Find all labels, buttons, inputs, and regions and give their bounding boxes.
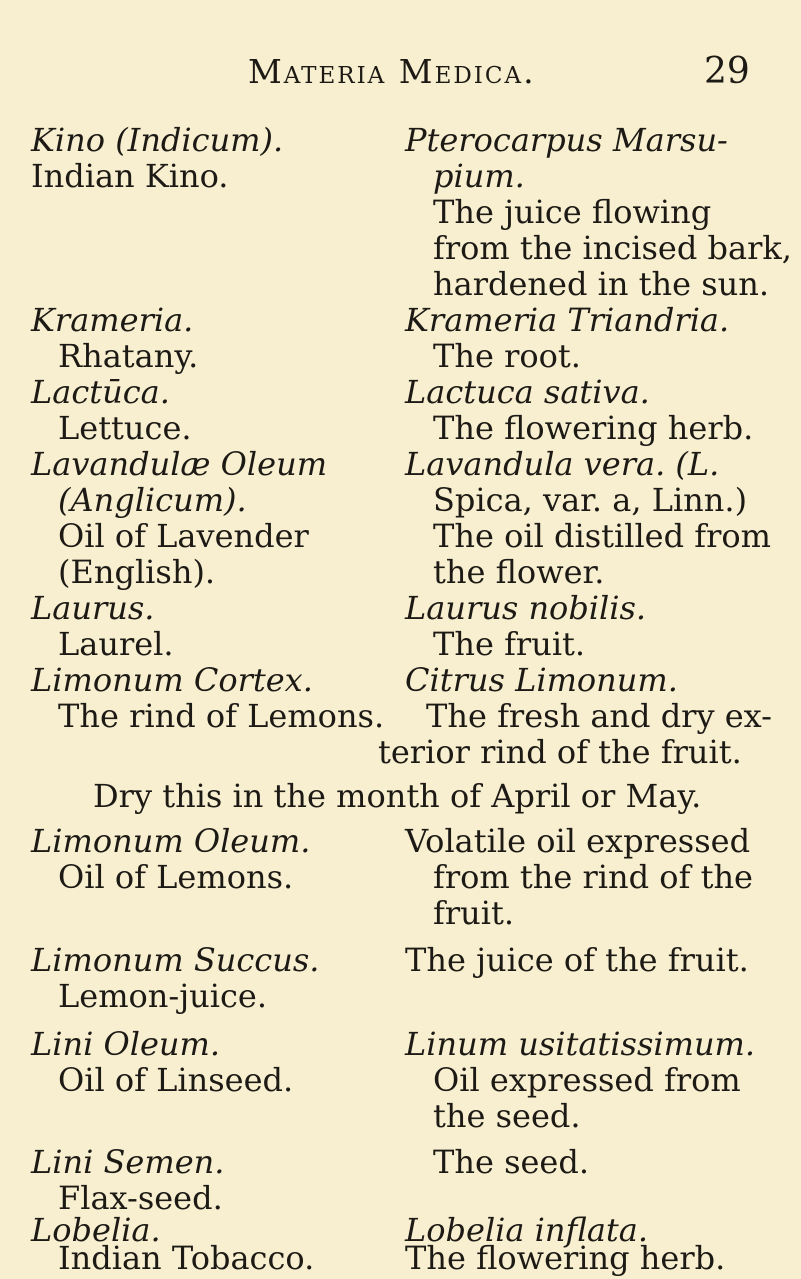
entry-common-name: Rhatany. [58,337,199,375]
entry-description: the flower. [433,553,605,591]
entry-term: Lobelia. [31,1211,161,1249]
entry-term: Limonum Succus. [31,941,320,979]
entry-description: The flowering herb. [405,1239,726,1277]
page-number: 29 [704,51,750,92]
entry-common-name: (English). [58,553,216,591]
entry-common-name: Laurel. [58,625,174,663]
entry-common-name: Indian Kino. [31,157,229,195]
entry-source: pium. [433,157,525,195]
entry-term: Limonum Oleum. [31,822,311,860]
entry-description: The seed. [433,1143,590,1181]
entry-common-name: Oil of Lavender [58,517,309,555]
entry-description: fruit. [433,894,515,932]
entry-common-name: Lettuce. [58,409,192,447]
entry-term: (Anglicum). [58,481,247,519]
entry-common-name: Oil of Linseed. [58,1061,294,1099]
entry-common-name: The rind of Lemons. [58,697,385,735]
entry-description: The flowering herb. [433,409,754,447]
entry-term: Lini Oleum. [31,1025,221,1063]
entry-description: terior rind of the fruit. [378,733,742,771]
entry-source: Lobelia inflata. [405,1211,649,1249]
entry-description: from the incised bark, [433,229,792,267]
entry-term: Lini Semen. [31,1143,225,1181]
entry-description: The juice flowing [433,193,712,231]
entry-description: The root. [433,337,581,375]
entry-common-name: Indian Tobacco. [58,1239,315,1277]
entry-description: The fruit. [433,625,586,663]
entry-description: The fresh and dry ex- [426,697,772,735]
entry-source: Pterocarpus Marsu- [405,121,728,159]
entry-description: the seed. [433,1097,581,1135]
entry-term: Lactūca. [31,373,170,411]
entry-source: Krameria Triandria. [405,301,730,339]
entry-term: Lavandulæ Oleum [31,445,328,483]
entry-description: from the rind of the [433,858,753,896]
entry-description: The juice of the fruit. [405,941,749,979]
entry-term: Laurus. [31,589,155,627]
entry-source: Linum usitatissimum. [405,1025,756,1063]
entry-source: Laurus nobilis. [405,589,647,627]
entry-source: Citrus Limonum. [405,661,678,699]
entry-common-name: Lemon-juice. [58,977,268,1015]
note-text: Dry this in the month of April or May. [93,777,702,815]
entry-term: Limonum Cortex. [31,661,313,699]
entry-source: Spica, var. a, Linn.) [433,481,748,519]
entry-description: Volatile oil expressed [405,822,751,860]
entry-source: Lactuca sativa. [405,373,650,411]
page-header [0,52,801,102]
entry-common-name: Flax-seed. [58,1179,223,1217]
entry-common-name: Oil of Lemons. [58,858,294,896]
entry-source: Lavandula vera. (L. [405,445,720,483]
running-title: Materia Medica. [248,52,536,91]
entry-term: Krameria. [31,301,194,339]
entry-description: hardened in the sun. [433,265,770,303]
entry-description: The oil distilled from [433,517,772,555]
entry-description: Oil expressed from [433,1061,741,1099]
entry-term: Kino (Indicum). [31,121,284,159]
